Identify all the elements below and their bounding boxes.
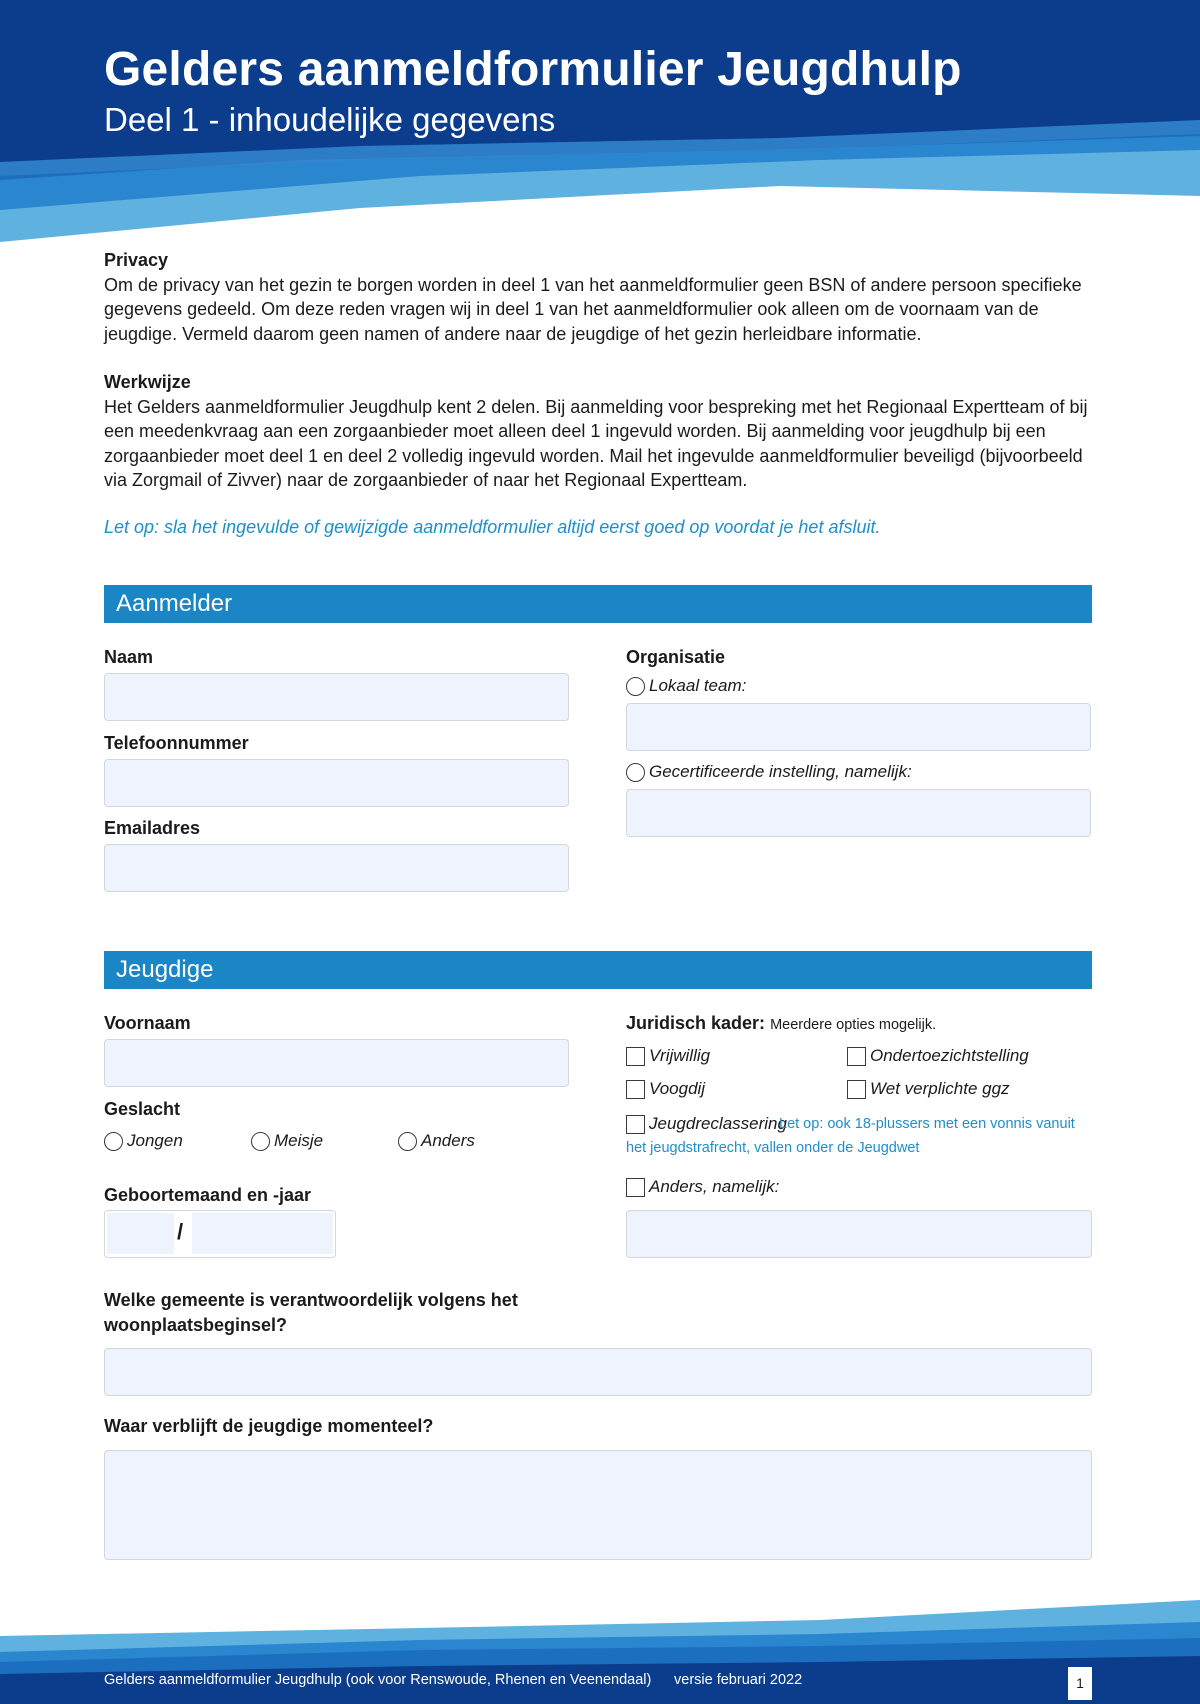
lokaal-team-radio[interactable] (626, 677, 645, 696)
juridisch-option-vrijwillig[interactable] (626, 1046, 710, 1066)
footer-version: versie februari 2022 (674, 1672, 803, 1688)
jeugdreclassering-note-line1: Let op: ook 18-plussers met een vonnis vanuit (779, 1116, 1075, 1132)
email-label: Emailadres (104, 818, 201, 838)
meisje-label: Meisje (274, 1131, 324, 1150)
verblijf-field[interactable] (104, 1450, 1092, 1560)
juridisch-kader-title: Juridisch kader: (626, 1013, 766, 1033)
naam-label: Naam (104, 647, 154, 667)
page-number: 1 (1068, 1667, 1092, 1700)
gecertificeerde-instelling-label: Gecertificeerde instelling, namelijk: (649, 762, 912, 781)
telefoon-label: Telefoonnummer (104, 733, 249, 753)
gecertificeerde-instelling-field[interactable] (626, 789, 1091, 837)
organisatie-label: Organisatie (626, 647, 726, 667)
org-option-gecertificeerde-instelling[interactable] (626, 762, 912, 782)
juridisch-option-ondertoezichtstelling[interactable] (847, 1046, 1029, 1066)
voornaam-field[interactable] (104, 1039, 569, 1087)
gemeente-field[interactable] (104, 1348, 1092, 1396)
voogdij-checkbox[interactable] (626, 1080, 645, 1099)
juridisch-option-wet-verplichte-ggz[interactable] (847, 1079, 1010, 1099)
vrijwillig-label: Vrijwillig (649, 1046, 711, 1065)
anders-label: Anders (421, 1131, 475, 1150)
gemeente-label: Welke gemeente is verantwoordelijk volgens het woonplaatsbeginsel? (104, 1290, 518, 1335)
org-option-lokaal-team[interactable] (626, 676, 746, 696)
geslacht-option-jongen[interactable] (104, 1131, 183, 1151)
anders-radio[interactable] (398, 1132, 417, 1151)
save-note: Let op: sla het ingevulde of gewijzigde aanmeldformulier altijd eerst goed op voordat je het afsluit. (104, 517, 881, 537)
header-banner (0, 0, 1200, 245)
geboorte-date-field (104, 1210, 336, 1258)
document-subtitle: Deel 1 - inhoudelijke gegevens (104, 101, 556, 138)
privacy-heading: Privacy (104, 250, 169, 270)
jongen-label: Jongen (127, 1131, 183, 1150)
privacy-block (104, 248, 1094, 346)
privacy-text: Om de privacy van het gezin te borgen worden in deel 1 van het aanmeldformulier geen BSN of andere persoon specifieke gegevens gedeeld. Om deze reden vragen wij in deel 1 van het aanmeldformulier ook alleen om de voornaam van de jeugdige. Vermeld daarom geen namen of andere naar de jeugdige of het gezin herleidbare informatie. (104, 274, 1082, 344)
verblijf-label: Waar verblijft de jeugdige momenteel? (104, 1416, 434, 1436)
jeugdreclassering-checkbox[interactable] (626, 1115, 645, 1134)
wet-verplichte-ggz-checkbox[interactable] (847, 1080, 866, 1099)
vrijwillig-checkbox[interactable] (626, 1047, 645, 1066)
email-field[interactable] (104, 844, 569, 892)
juridisch-option-jeugdreclassering[interactable] (626, 1114, 787, 1134)
geboortemaand-input[interactable] (107, 1213, 174, 1254)
document-title: Gelders aanmeldformulier Jeugdhulp (104, 43, 962, 96)
anders-namelijk-checkbox[interactable] (626, 1178, 645, 1197)
werkwijze-block (104, 370, 1094, 493)
werkwijze-heading: Werkwijze (104, 372, 191, 392)
lokaal-team-field[interactable] (626, 703, 1091, 751)
jeugdreclassering-note-line2: het jeugdstrafrecht, vallen onder de Jeugdwet (626, 1140, 920, 1156)
footer-band (0, 1600, 1200, 1704)
geslacht-label: Geslacht (104, 1099, 181, 1119)
juridisch-option-voogdij[interactable] (626, 1079, 705, 1099)
lokaal-team-label: Lokaal team: (649, 676, 747, 695)
geboortejaar-input[interactable] (192, 1213, 333, 1254)
ondertoezichtstelling-checkbox[interactable] (847, 1047, 866, 1066)
date-separator: / (177, 1219, 184, 1244)
geboorte-label: Geboortemaand en -jaar (104, 1185, 312, 1205)
anders-namelijk-label: Anders, namelijk: (649, 1177, 780, 1196)
juridisch-option-anders[interactable] (626, 1177, 779, 1197)
footer-document-name: Gelders aanmeldformulier Jeugdhulp (ook voor Renswoude, Rhenen en Veenendaal) (104, 1672, 652, 1688)
section-aanmelder: Aanmelder (104, 585, 1092, 623)
anders-namelijk-field[interactable] (626, 1210, 1092, 1258)
werkwijze-text: Het Gelders aanmeldformulier Jeugdhulp kent 2 delen. Bij aanmelding voor bespreking met het Regionaal Expertteam of bij een meedenkvraag aan een zorgaanbieder moet alleen deel 1 ingevuld worden. Bij aanmelding voor jeugdhulp bij een zorgaanbieder moet deel 1 en deel 2 volledig ingevuld worden. Mail het ingevulde aanmeldformulier beveiligd (bijvoorbeeld via Zorgmail of Zivver) naar de zorgaanbieder of naar het Regionaal Expertteam. (104, 396, 1088, 490)
naam-field[interactable] (104, 673, 569, 721)
geslacht-option-anders[interactable] (398, 1131, 475, 1151)
gecertificeerde-instelling-radio[interactable] (626, 763, 645, 782)
voornaam-label: Voornaam (104, 1013, 191, 1033)
voogdij-label: Voogdij (649, 1079, 706, 1098)
meisje-radio[interactable] (251, 1132, 270, 1151)
juridisch-kader-label (626, 1013, 936, 1034)
footer-wave-graphic (0, 1600, 1200, 1704)
juridisch-kader-hint: Meerdere opties mogelijk. (770, 1017, 937, 1033)
jeugdreclassering-label: Jeugdreclassering (649, 1114, 787, 1133)
geslacht-option-meisje[interactable] (251, 1131, 323, 1151)
jongen-radio[interactable] (104, 1132, 123, 1151)
ondertoezichtstelling-label: Ondertoezichtstelling (870, 1046, 1029, 1065)
section-jeugdige: Jeugdige (104, 951, 1092, 989)
telefoon-field[interactable] (104, 759, 569, 807)
wet-verplichte-ggz-label: Wet verplichte ggz (870, 1079, 1010, 1098)
